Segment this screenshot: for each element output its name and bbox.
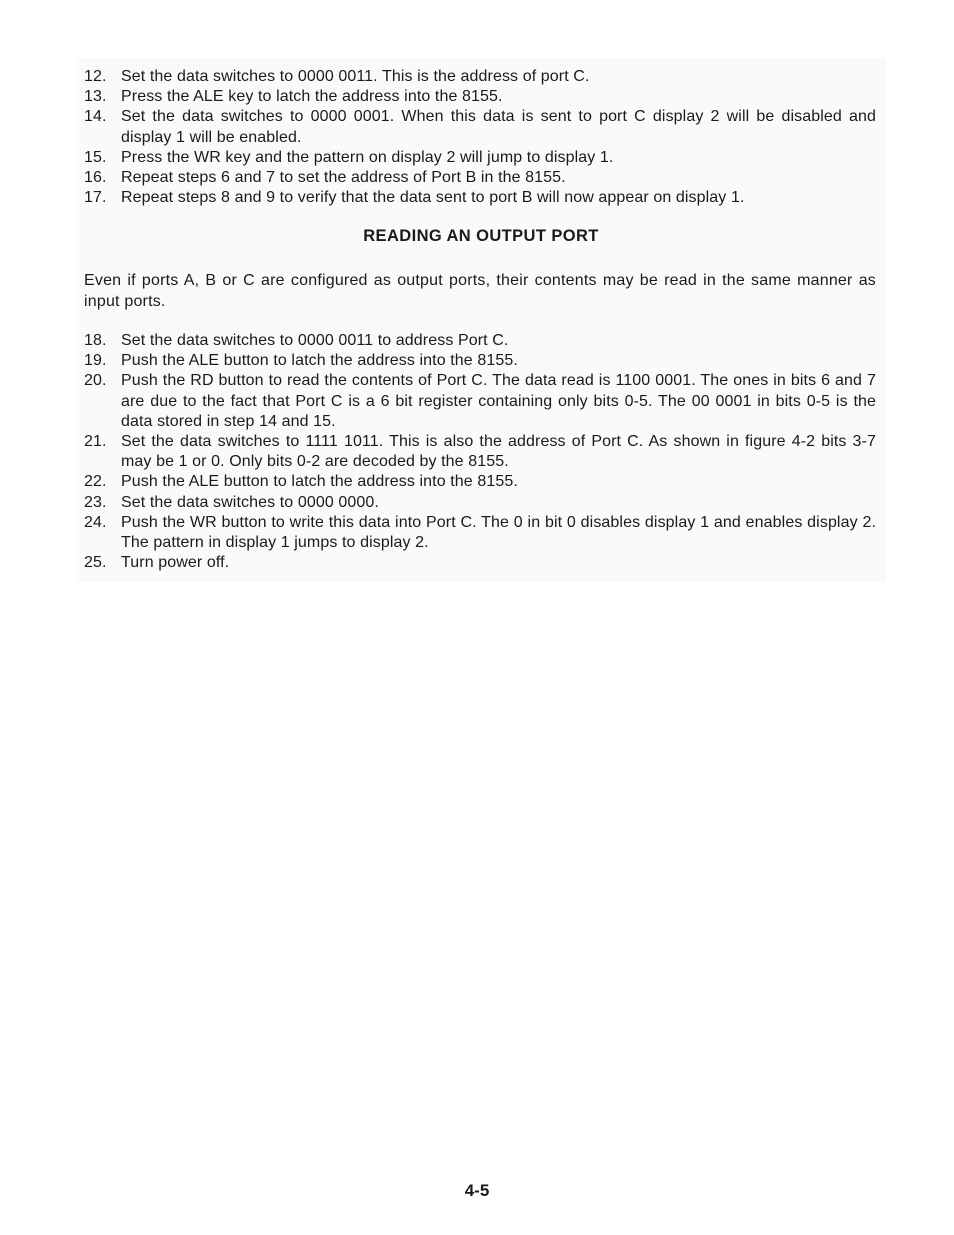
step-text: Set the data switches to 0000 0011 to address Port C. (121, 332, 509, 349)
step-list (84, 67, 876, 208)
list-item (84, 148, 876, 168)
list-item (84, 107, 876, 147)
step-number: 16. (84, 169, 107, 187)
step-text: Repeat steps 8 and 9 to verify that the data sent to port B will now appear on display 1. (121, 189, 745, 207)
list-item (84, 513, 876, 553)
step-text: Press the WR key and the pattern on display 2 will jump to display 1. (121, 148, 614, 166)
step-text: Set the data switches to 0000 0001. When this data is sent to port C display 2 will be disabled and display 1 will be enabled. (121, 108, 876, 146)
section-heading: READING AN OUTPUT PORT (363, 227, 599, 245)
step-number: 18. (84, 332, 107, 349)
list-item (84, 67, 876, 87)
list-item (84, 87, 876, 107)
list-item (84, 493, 876, 513)
intro-paragraph: Even if ports A, B or C are configured as output ports, their contents may be read in the same manner as input ports. (84, 272, 876, 310)
step-number: 17. (84, 189, 107, 207)
step-number: 14. (84, 108, 107, 126)
step-text: Set the data switches to 0000 0011. This is the address of port C. (121, 68, 590, 85)
step-text: Push the ALE button to latch the address into the 8155. (121, 473, 518, 491)
step-text: Turn power off. (121, 554, 230, 572)
step-text: Repeat steps 6 and 7 to set the address of Port B in the 8155. (121, 169, 566, 187)
step-text: Press the ALE key to latch the address into the 8155. (121, 88, 503, 106)
list-item (84, 188, 876, 208)
step-number: 19. (84, 352, 107, 370)
list-item (84, 432, 876, 472)
page-number: 4-5 (464, 1181, 490, 1200)
list-item (84, 331, 876, 351)
list-item (84, 553, 876, 573)
step-number: 13. (84, 88, 107, 106)
step-number: 21. (84, 433, 107, 451)
list-item (84, 472, 876, 492)
list-item (84, 351, 876, 371)
step-number: 20. (84, 372, 107, 390)
step-number: 12. (84, 68, 107, 85)
list-item (84, 168, 876, 188)
step-list (84, 331, 876, 573)
step-text: Push the RD button to read the contents of Port C. The data read is 1100 0001. The ones in bits 6 and 7 are due to the fact that Port C is a 6 bit register containing only bits 0-5. The 00 0001 in bits 0-5 is the data stored in step 14 and 15. (121, 372, 876, 430)
step-number: 22. (84, 473, 107, 491)
step-number: 15. (84, 148, 107, 166)
step-text: Set the data switches to 0000 0000. (121, 493, 379, 511)
step-number: 25. (84, 554, 107, 572)
step-number: 23. (84, 493, 107, 511)
step-number: 24. (84, 513, 107, 531)
step-text: Set the data switches to 1111 1011. This is also the address of Port C. As shown in figure 4-2 bits 3-7 may be 1 or 0. Only bits 0-2 are decoded by the 8155. (121, 433, 876, 471)
step-text: Push the ALE button to latch the address into the 8155. (121, 352, 518, 370)
step-text: Push the WR button to write this data into Port C. The 0 in bit 0 disables display 1 and enables display 2. The pattern in display 1 jumps to display 2. (121, 513, 876, 552)
list-item (84, 371, 876, 432)
